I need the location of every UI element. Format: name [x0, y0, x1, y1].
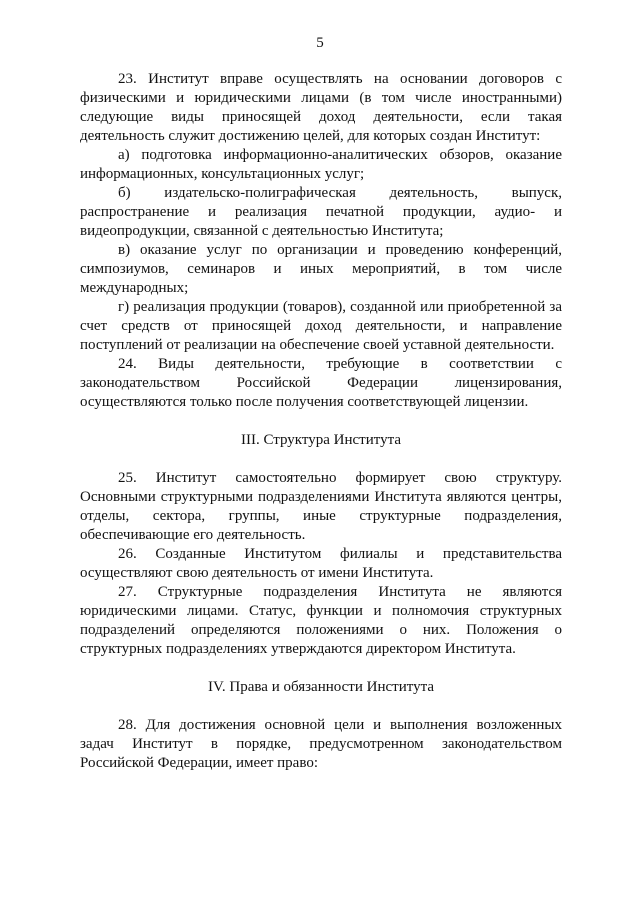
- paragraph-24: 24. Виды деятельности, требующие в соответствии с законодательством Российской Федерации лицензирования, осуществляются только после получения соответствующей лицензии.: [80, 356, 562, 410]
- paragraph-23-c: в) оказание услуг по организации и проведению конференций, симпозиумов, семинаров и иных мероприятий, в том числе международных;: [80, 242, 562, 296]
- paragraph-23-b: б) издательско-полиграфическая деятельность, выпуск, распространение и реализация печатной продукции, аудио- и видеопродукции, связанной с деятельностью Института;: [80, 185, 562, 239]
- paragraph-27: 27. Структурные подразделения Института не являются юридическими лицами. Статус, функции и полномочия структурных подразделений определяются положениями о них. Положения о структурных подразделениях утверждаются директором Института.: [80, 584, 562, 657]
- document-body: [80, 70, 562, 773]
- paragraph-23-a: а) подготовка информационно-аналитических обзоров, оказание информационных, консультационных услуг;: [80, 147, 562, 182]
- paragraph-23: 23. Институт вправе осуществлять на основании договоров с физическими и юридическими лицами (в том числе иностранными) следующие виды приносящей доход деятельности, если такая деятельность служит достижению целей, для которых создан Институт:: [80, 71, 562, 144]
- paragraph-23-d: г) реализация продукции (товаров), созданной или приобретенной за счет средств от приносящей доход деятельности, и направление поступлений от реализации на обеспечение своей уставной деятельности.: [80, 299, 562, 353]
- page-number: 5: [316, 35, 324, 51]
- paragraph-26: 26. Созданные Институтом филиалы и представительства осуществляют свою деятельность от имени Института.: [80, 546, 562, 581]
- paragraph-25: 25. Институт самостоятельно формирует свою структуру. Основными структурными подразделениями Института являются центры, отделы, сектора, группы, иные структурные подразделения, обеспечивающие его деятельность.: [80, 470, 562, 543]
- section-heading-structure: III. Структура Института: [240, 432, 402, 448]
- section-heading-rights: IV. Права и обязанности Института: [208, 679, 434, 695]
- paragraph-28: 28. Для достижения основной цели и выполнения возложенных задач Институт в порядке, предусмотренном законодательством Российской Федерации, имеет право:: [80, 717, 562, 771]
